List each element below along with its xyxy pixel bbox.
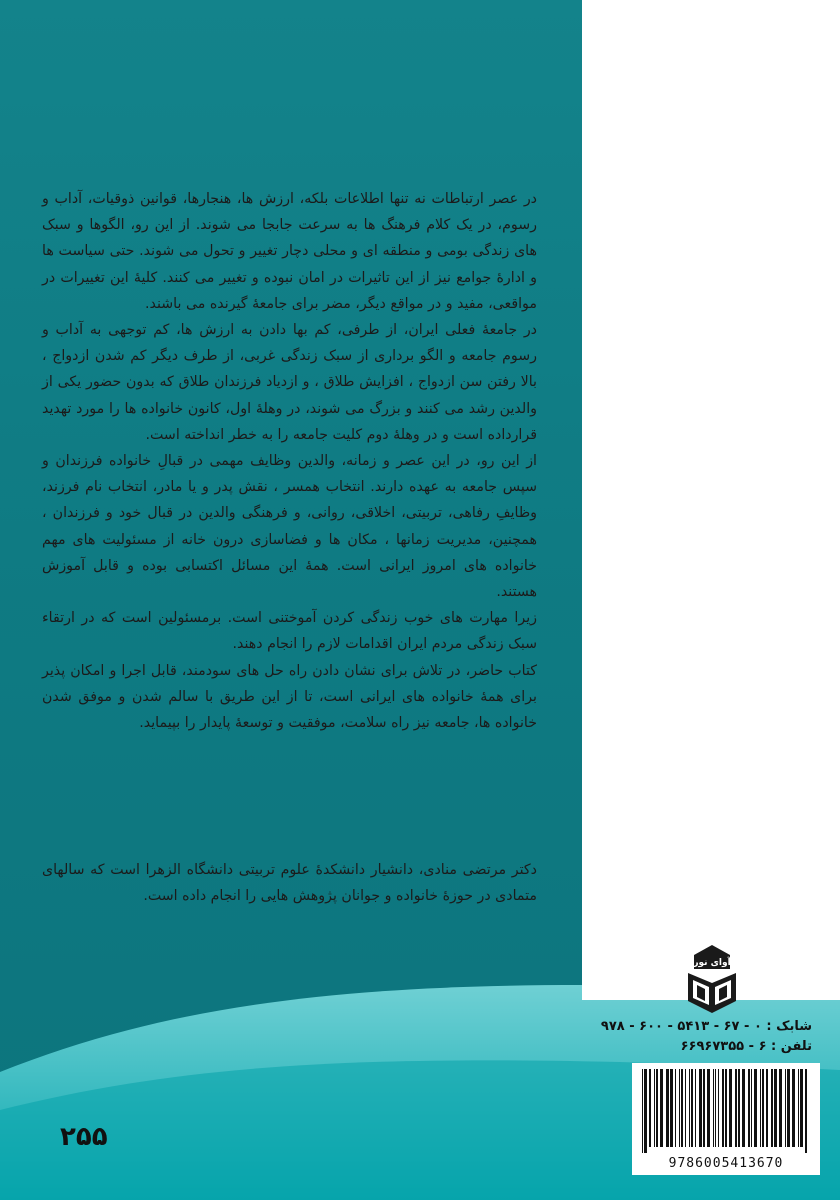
barcode-bar: [685, 1069, 686, 1147]
barcode-bar: [760, 1069, 761, 1147]
barcode-bar: [649, 1069, 651, 1147]
publisher-logo: [684, 943, 740, 1015]
barcode-digits: 9786005413670: [668, 1156, 784, 1171]
barcode-bar: [713, 1069, 714, 1147]
barcode-bar: [656, 1069, 658, 1147]
barcode-bar: [715, 1069, 716, 1147]
barcode-bar: [751, 1069, 752, 1147]
barcode-bar: [738, 1069, 740, 1147]
body-paragraph-3: از این رو، در این عصر و زمانه، والدین وظایف مهمی در قبالِ خانواده فرزندان و سپس جامعه به عهده دارند. انتخاب همسر ، نقش پدر و یا مادر، انتخاب نام فرزند، وظایفِ رفاهی، تربیتی، اخلاقی، روانی، و فرهنگی والدین در قبال خود و فرزندان ، همچنین، مدیریت زمانها ، مکان ها و فضاسازی درون خانه از مسئولیت های مهم خانواده های امروز ایرانی است. همۀ این مسائل اکتسابی بوده و قابل آموزش هستند.: [42, 453, 537, 601]
barcode-bar: [725, 1069, 727, 1147]
white-side-strip: [582, 0, 840, 1000]
barcode-bar: [644, 1069, 647, 1153]
publisher-logo-text: آوای نور: [693, 958, 731, 968]
author-note: دکتر مرتضی منادی، دانشیار دانشکدۀ علوم تربیتی دانشگاه الزهرا است که سالهای متمادی در حوزۀ خانواده و جوانان پژوهش هایی را انجام داده است.: [42, 862, 537, 905]
book-shield-icon: [684, 943, 740, 1015]
barcode-bars: [640, 1069, 812, 1153]
barcode-bar: [689, 1069, 690, 1147]
barcode-bar: [675, 1069, 676, 1147]
barcode-bar: [691, 1069, 693, 1147]
barcode-bar: [729, 1069, 732, 1147]
barcode-bar: [787, 1069, 790, 1147]
barcode-bar: [779, 1069, 782, 1147]
barcode-bar: [642, 1069, 643, 1153]
barcode: [632, 1063, 820, 1175]
isbn-line: شابک : ۰ - ۶۷ - ۵۴۱۳ - ۶۰۰ - ۹۷۸: [600, 1019, 812, 1034]
price-label: ۲۵۵: [60, 1122, 108, 1152]
barcode-bar: [707, 1069, 710, 1147]
barcode-bar: [666, 1069, 669, 1147]
barcode-bar: [722, 1069, 724, 1147]
barcode-bar: [735, 1069, 737, 1147]
body-paragraph-2: در جامعۀ فعلی ایران، از طرفی، کم بها دادن به ارزش ها، کم توجهی به آداب و رسوم جامعه و الگو برداری از سبک زندگی غربی، از طرف دیگر کم شدن ازدواج ، بالا رفتن سن ازدواج ، افزایش طلاق ، و ازدیاد فرزندان طلاق که بدون حضور یکی از والدین رشد می کنند و بزرگ می شوند، در وهلۀ اول، کانون خانواده ها را مورد تهدید قرارداده است و در وهلۀ دوم کلیت جامعه را به خطر انداخته است.: [42, 322, 537, 443]
barcode-bar: [679, 1069, 680, 1147]
body-paragraph-4: زیرا مهارت های خوب زندگی کردن آموختنی است. برمسئولین است که در ارتقاء سبک زندگی مردم ایران اقدامات لازم را انجام دهند.: [42, 610, 537, 653]
barcode-bar: [774, 1069, 777, 1147]
body-paragraph-5: کتاب حاضر، در تلاش برای نشان دادن راه حل های سودمند، قابل اجرا و امکان پذیر برای همۀ خانواده های ایرانی است، تا از این طریق با سالم شدن و موفق شدن خانواده ها، جامعه نیز راه سلامت، موفقیت و توسعۀ پایدار را بپیماید.: [42, 662, 537, 732]
barcode-bar: [670, 1069, 673, 1147]
barcode-bar: [754, 1069, 757, 1147]
back-cover-text: [42, 186, 537, 736]
barcode-bar: [718, 1069, 719, 1147]
barcode-bar: [660, 1069, 663, 1147]
barcode-bar: [762, 1069, 764, 1147]
barcode-bar: [766, 1069, 768, 1147]
barcode-bar: [771, 1069, 773, 1147]
barcode-bar: [654, 1069, 655, 1147]
body-paragraph-1: در عصر ارتباطات نه تنها اطلاعات بلکه، ارزش ها، هنجارها، قوانین ذوقیات، آداب و رسوم، در یک کلام فرهنگ ها به سرعت جابجا می شوند. از این رو، الگوها و سبک های زندگی بومی و منطقه ای و محلی دچار تغییر و تحول می شوند. حتی سیاست ها و ادارۀ جوامع نیز از این تاثیرات در امان نبوده و تغییر می کنند. کلیۀ این تغییرات در مواقعی، مفید و در مواقع دیگر، مضر برای جامعۀ گیرنده می باشند.: [42, 191, 537, 312]
barcode-bar: [748, 1069, 750, 1147]
barcode-bar: [785, 1069, 786, 1147]
barcode-bar: [792, 1069, 795, 1147]
barcode-bar: [742, 1069, 745, 1147]
barcode-bar: [805, 1069, 807, 1153]
barcode-bar: [800, 1069, 803, 1147]
barcode-bar: [681, 1069, 683, 1147]
barcode-bar: [695, 1069, 696, 1147]
barcode-bar: [798, 1069, 799, 1147]
barcode-bar: [703, 1069, 705, 1147]
barcode-bar: [699, 1069, 702, 1147]
phone-line: تلفن : ۶ - ۶۶۹۶۷۳۵۵: [680, 1039, 812, 1054]
